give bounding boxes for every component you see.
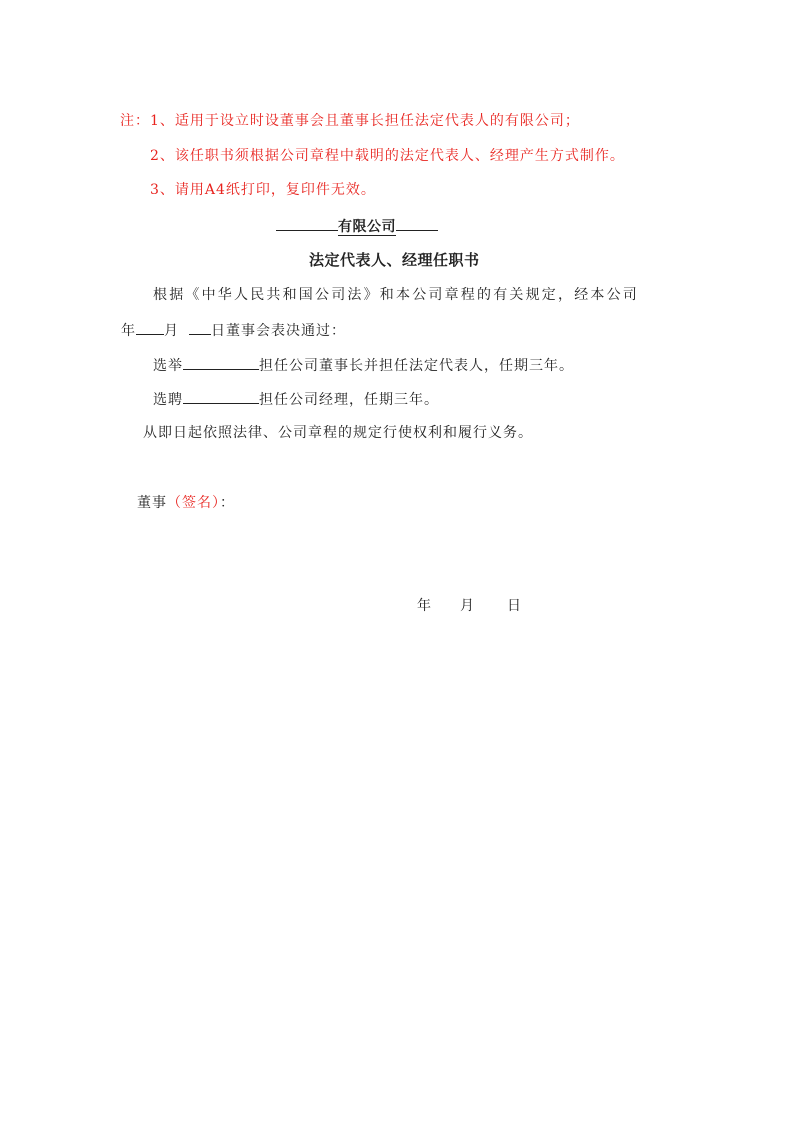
year-blank[interactable] <box>136 320 164 335</box>
manager-name-blank[interactable] <box>183 389 259 404</box>
date-line <box>121 320 346 340</box>
director-signature-line <box>137 494 235 512</box>
date-month-label: 月 <box>164 323 179 339</box>
hire-suffix: 担任公司经理，任期三年。 <box>259 392 439 408</box>
company-name-line <box>276 216 438 236</box>
month-blank[interactable] <box>189 320 211 335</box>
signature-day: 日 <box>507 598 522 614</box>
document-title: 法定代表人、经理任职书 <box>309 251 480 269</box>
note-line-2: 2、该任职书须根据公司章程中载明的法定代表人、经理产生方式制作。 <box>150 148 625 164</box>
hire-line <box>153 389 439 409</box>
sign-note: （签名） <box>167 495 220 511</box>
note-line-1: 注：1、适用于设立时设董事会且董事长担任法定代表人的有限公司； <box>120 113 580 129</box>
signature-date-line <box>417 597 522 615</box>
note-line-3: 3、请用A4纸打印，复印件无效。 <box>150 182 376 198</box>
hire-prefix: 选聘 <box>153 392 183 408</box>
elect-line <box>153 355 574 375</box>
company-name-blank-left[interactable] <box>276 216 338 231</box>
date-year-label: 年 <box>121 323 136 339</box>
company-name-blank-right[interactable] <box>396 216 438 231</box>
chairman-name-blank[interactable] <box>183 355 259 370</box>
company-suffix: 有限公司 <box>338 219 396 235</box>
date-day-tail: 日董事会表决通过： <box>211 323 346 339</box>
signature-colon: ： <box>220 495 235 511</box>
signature-year: 年 <box>417 598 432 614</box>
signature-month: 月 <box>460 598 475 614</box>
closing-statement: 从即日起依照法律、公司章程的规定行使权利和履行义务。 <box>143 425 533 441</box>
elect-prefix: 选举 <box>153 358 183 374</box>
elect-suffix: 担任公司董事长并担任法定代表人，任期三年。 <box>259 358 574 374</box>
body-paragraph-1: 根据《中华人民共和国公司法》和本公司章程的有关规定，经本公司 <box>153 287 639 303</box>
director-label: 董事 <box>137 495 167 511</box>
